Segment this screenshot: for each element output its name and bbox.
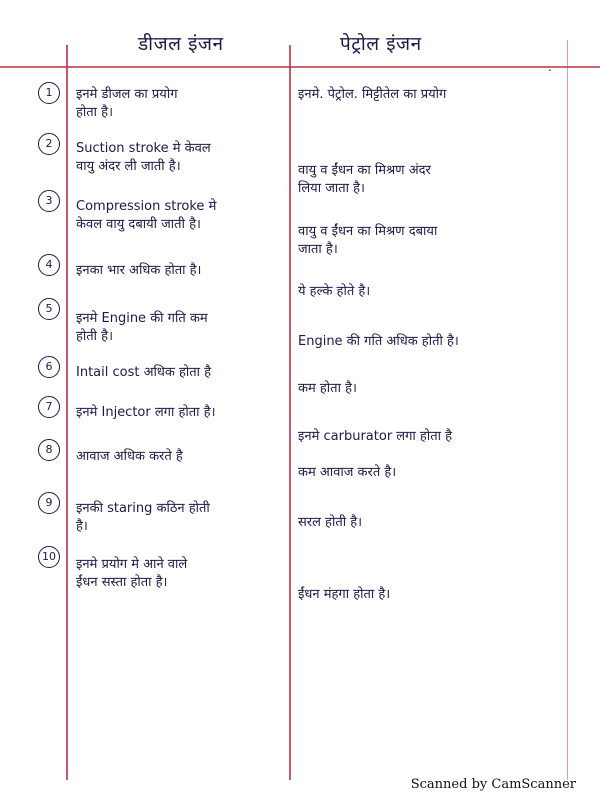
petrol-point: सरल होती है। [298,515,363,530]
row-number: 10 [38,546,60,568]
row-number: 7 [38,396,60,418]
diesel-point: Intail cost अधिक होता है [76,365,212,380]
row-number: 8 [38,439,60,461]
diesel-point: इनका भार अधिक होता है। [76,263,202,278]
petrol-point: ईंधन मंहगा होता है। [298,587,391,602]
diesel-point: आवाज अधिक करते है [76,449,183,464]
petrol-point: इनमे carburator लगा होता है [298,429,453,444]
diesel-point: Suction stroke मे केवल वायु अंदर ली जाती है। [76,141,211,174]
petrol-point: कम होता है। [298,381,357,396]
row-number: 5 [38,298,60,320]
row-number: 9 [38,492,60,514]
diesel-point: इनमे Engine की गति कम होती है। [76,311,208,344]
row-number: 6 [38,356,60,378]
petrol-point: ये हल्के होते है। [298,284,371,299]
header-rule [0,66,600,68]
diesel-point: इनमे प्रयोग मे आने वाले ईंधन सस्ता होता है। [76,557,188,590]
diesel-engine-heading: डीजल इंजन [138,33,224,55]
petrol-point: वायु व ईंधन का मिश्रण दबाया जाता है। [298,224,438,257]
right-border-line [567,40,568,780]
petrol-point: कम आवाज करते है। [298,465,397,480]
header-dot: . [548,60,552,74]
row-number: 4 [38,254,60,276]
petrol-engine-heading: पेट्रोल इंजन [340,33,422,55]
petrol-point: वायु व ईंधन का मिश्रण अंदर लिया जाता है। [298,163,431,196]
row-number: 1 [38,82,60,104]
margin-line [66,45,68,780]
diesel-point: Compression stroke मे केवल वायु दबायी जाती है। [76,199,217,232]
petrol-point: Engine की गति अधिक होती है। [298,334,459,349]
diesel-point: इनमे डीजल का प्रयोग होता है। [76,87,178,120]
petrol-point: इनमे. पेट्रोल. मिट्टीतेल का प्रयोग [298,87,447,102]
scanner-watermark: Scanned by CamScanner [410,777,576,792]
column-divider [289,45,291,780]
diesel-point: इनकी staring कठिन होती है। [76,501,210,534]
row-number: 3 [38,190,60,212]
row-number: 2 [38,133,60,155]
diesel-point: इनमे Injector लगा होता है। [76,405,216,420]
